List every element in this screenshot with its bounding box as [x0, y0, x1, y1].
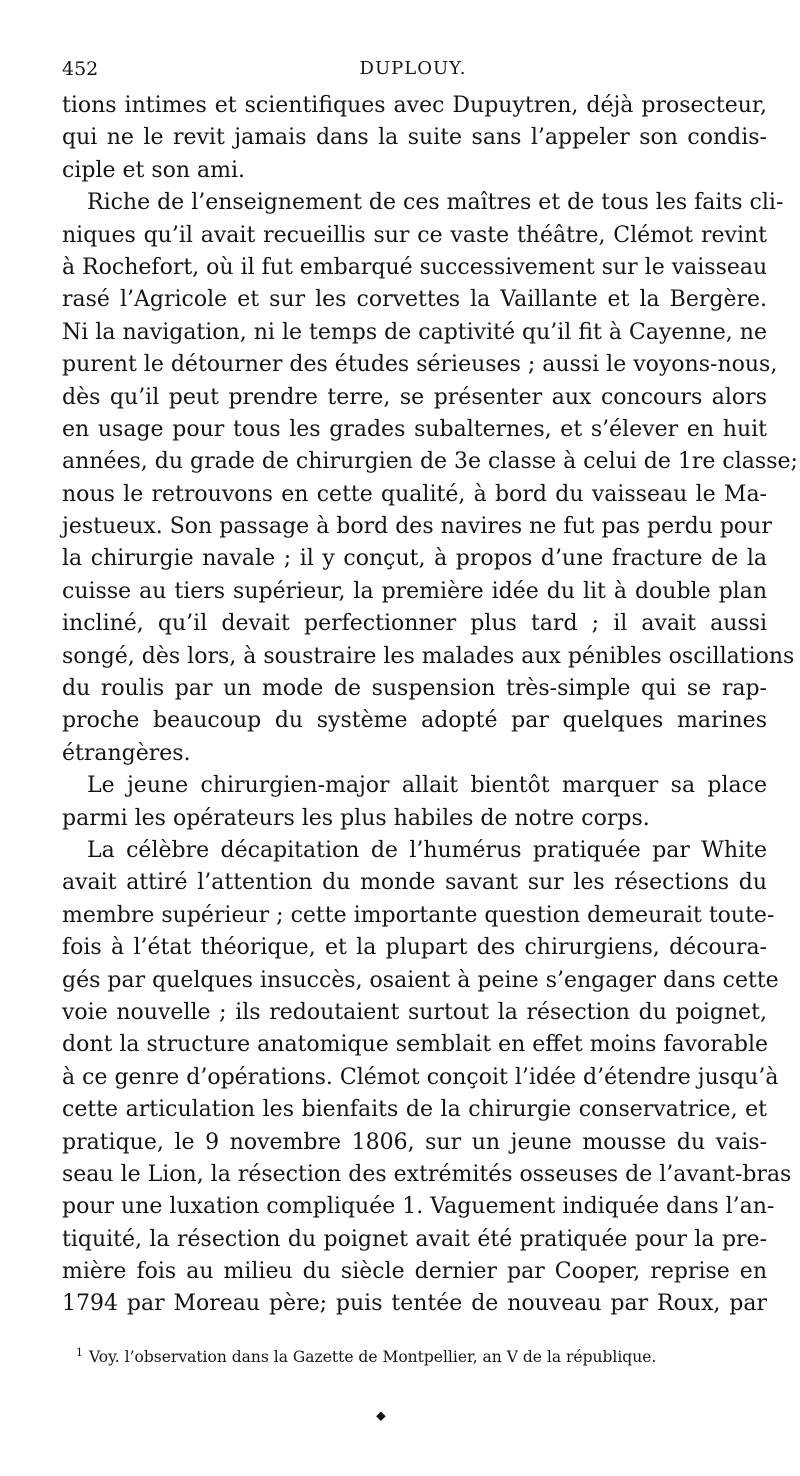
text-line: Le jeune chirurgien-major allait bientôt marquer sa place	[87, 773, 767, 799]
text-line: La célèbre décapitation de l’humérus pratiquée par White	[87, 837, 767, 863]
text-line: cuisse au tiers supérieur, la première idée du lit à double plan	[62, 578, 767, 604]
text-line: en usage pour tous les grades subalternes, et s’élever en huit	[62, 416, 767, 442]
text-line: du roulis par un mode de suspension très-simple qui se rap-	[62, 676, 767, 702]
text-line: Riche de l’enseignement de ces maîtres et de tous les faits cli-	[87, 190, 784, 216]
running-title: DUPLOUY.	[359, 58, 467, 79]
text-line: proche beaucoup du système adopté par quelques marines	[62, 708, 767, 734]
text-line: cette articulation les bienfaits de la chirurgie conservatrice, et	[62, 1097, 767, 1123]
text-line: fois à l’état théorique, et la plupart des chirurgiens, découra-	[62, 935, 767, 961]
text-line: années, du grade de chirurgien de 3e classe à celui de 1re classe;	[62, 449, 798, 475]
text-line: à Rochefort, où il fut embarqué successivement sur le vaisseau	[62, 254, 768, 280]
text-line: dès qu’il peut prendre terre, se présenter aux concours alors	[62, 384, 767, 410]
body-text	[62, 90, 798, 1321]
text-line: rasé l’Agricole et sur les corvettes la Vaillante et la Bergère.	[62, 287, 767, 313]
text-line: jestueux. Son passage à bord des navires ne fut pas perdu pour	[62, 514, 772, 540]
text-line: qui ne le revit jamais dans la suite sans l’appeler son condis-	[62, 125, 767, 151]
text-line: parmi les opérateurs les plus habiles de notre corps.	[62, 805, 650, 831]
text-line: à ce genre d’opérations. Clémot conçoit l’idée d’étendre jusqu’à	[62, 1064, 779, 1090]
page-number: 452	[62, 58, 99, 80]
text-line: tions intimes et scientifiques avec Dupuytren, déjà prosecteur,	[62, 93, 767, 118]
text-line: pratique, le 9 novembre 1806, sur un jeune mousse du vais-	[62, 1129, 767, 1155]
footnote-marker: 1	[76, 1346, 83, 1359]
text-line: tiquité, la résection du poignet avait été pratiquée pour la pre-	[62, 1226, 767, 1252]
text-line: voie nouvelle ; ils redoutaient surtout la résection du poignet,	[62, 999, 767, 1025]
text-line: mière fois au milieu du siècle dernier par Cooper, reprise en	[62, 1259, 767, 1285]
text-line: purent le détourner des études sérieuses ; aussi le voyons-nous,	[62, 352, 778, 378]
page-header	[62, 58, 764, 82]
text-line: 1794 par Moreau père; puis tentée de nouveau par Roux, par	[62, 1291, 767, 1317]
text-line: songé, dès lors, à soustraire les malades aux pénibles oscillations	[62, 643, 795, 669]
page-mark: ⬥	[376, 1408, 386, 1424]
text-line: la chirurgie navale ; il y conçut, à propos d’une fracture de la	[62, 546, 767, 572]
text-line: nous le retrouvons en cette qualité, à bord du vaisseau le Ma-	[62, 481, 767, 507]
text-line: étrangères.	[62, 740, 191, 766]
text-line: membre supérieur ; cette importante question demeurait toute-	[62, 902, 775, 928]
text-line: incliné, qu’il devait perfectionner plus tard ; il avait aussi	[62, 611, 767, 637]
footnote-text: Voy. l’observation dans la Gazette de Montpellier, an V de la république.	[89, 1348, 657, 1367]
footnote	[76, 1346, 766, 1366]
text-line: avait attiré l’attention du monde savant sur les résections du	[62, 870, 767, 896]
text-line: pour une luxation compliquée 1. Vaguement indiquée dans l’an-	[62, 1194, 775, 1220]
text-line: gés par quelques insuccès, osaient à peine s’engager dans cette	[62, 967, 779, 993]
text-line: ciple et son ami.	[62, 157, 246, 183]
text-line: Ni la navigation, ni le temps de captivité qu’il fit à Cayenne, ne	[62, 319, 767, 345]
text-line: niques qu’il avait recueillis sur ce vaste théâtre, Clémot revint	[62, 222, 767, 248]
text-line: dont la structure anatomique semblait en effet moins favorable	[62, 1032, 769, 1058]
text-line: seau le Lion, la résection des extrémités osseuses de l’avant-bras	[62, 1161, 792, 1187]
